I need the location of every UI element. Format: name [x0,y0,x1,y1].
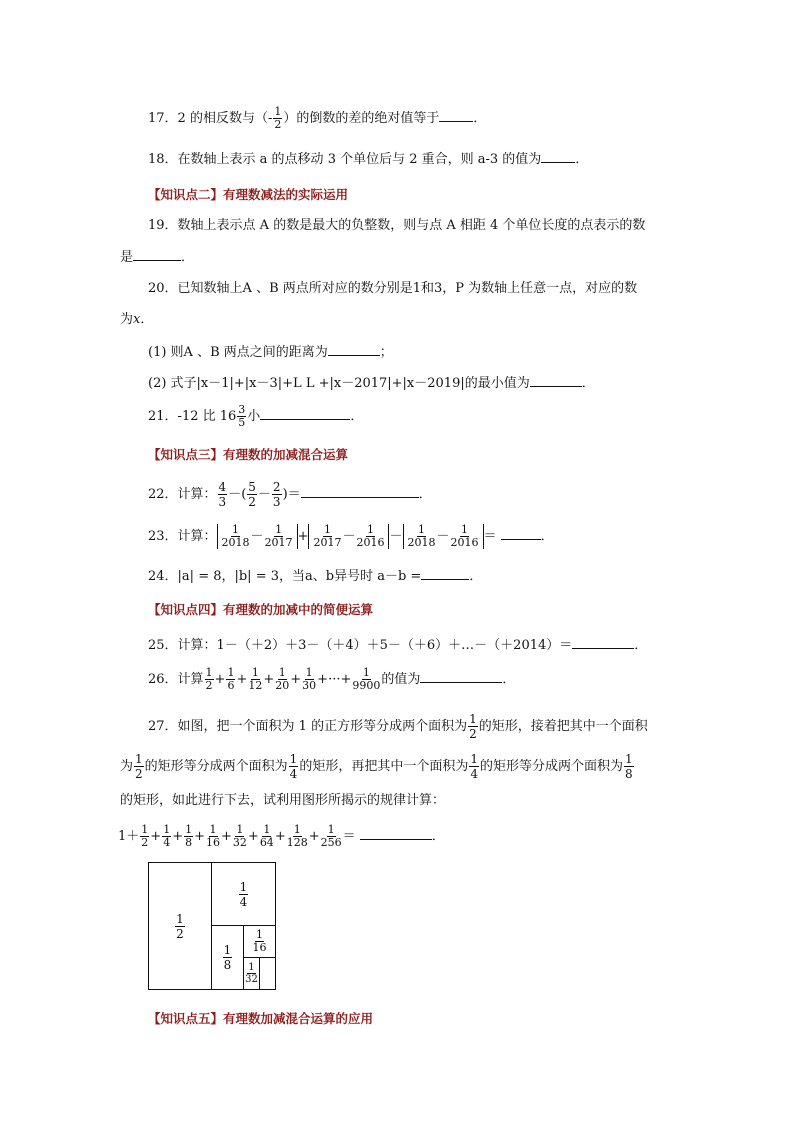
region-quarter: $\frac{1}{4}$ [212,863,275,926]
question-22: 22．计算： $\frac{4}{3}$ －( $\frac{5}{2}$ － $\frac{2}{3}$ )＝ ． [148,480,432,509]
answer-blank[interactable] [530,373,582,387]
section-heading-3: 【知识点三】有理数的加减混合运算 [148,447,349,462]
question-20-part2: (2) 式子|x－1|+|x－3|+L L +|x－2017|+|x－2019|的最小值为 ． [148,373,595,393]
fraction: $\frac{1}{16}$ [206,823,220,849]
section-heading-5: 【知识点五】有理数加减混合运算的应用 [148,1011,374,1026]
absolute-value: $\frac{1}{2018}$ － $\frac{1}{2017}$ [217,524,298,549]
fraction: $\frac{1}{2}$ [141,823,149,849]
region-eighth: $\frac{1}{8}$ [212,926,244,989]
answer-blank[interactable] [360,826,432,840]
fraction: $\frac{1}{4}$ [163,823,171,849]
answer-blank[interactable] [501,526,541,540]
question-20-line1: 20．已知数轴上A 、B 两点所对应的数分别是1和3，P 为数轴上任意一点，对应的数 [148,281,638,296]
question-27-line2: 为 $\frac{1}{2}$ 的矩形等分成两个面积为 $\frac{1}{4}$ 的矩形，再把其中一个面积为 $\frac{1}{4}$ 的矩形等分成两个面积为 $\frac{1}{8}$ [120,752,633,781]
fraction: $\frac{1}{128}$ [286,823,308,849]
fraction: $\frac{1}{256}$ [320,823,342,849]
fraction: $\frac{1}{20}$ [275,666,290,692]
fraction: $\frac{1}{6}$ [227,666,235,692]
fraction: $\frac{1}{2}$ [205,666,213,692]
section-heading-4: 【知识点四】有理数的加减中的简便运算 [148,602,374,617]
section-heading-2: 【知识点二】有理数减法的实际运用 [148,187,349,202]
answer-blank[interactable] [420,669,502,683]
answer-blank[interactable] [572,635,634,649]
question-27-line1: 27．如图，把一个面积为 1 的正方形等分成两个面积为 $\frac{1}{2}$ 的矩形，接着把其中一个面积 [148,712,648,741]
answer-blank[interactable] [541,149,575,163]
fraction: $\frac{1}{64}$ [259,823,274,849]
question-19-line2: 是 ． [120,247,194,267]
fraction: $\frac{1}{12}$ [248,666,263,692]
answer-blank[interactable] [133,247,181,261]
answer-blank[interactable] [421,566,469,580]
question-18: 18．在数轴上表示 a 的点移动 3 个单位后与 2 重合，则 a-3 的值为 ． [148,149,588,169]
question-24: 24．|a| = 8，|b| = 3，当a、b异号时 a－b = ． [148,566,482,586]
region-sixteenth: $\frac{1}{16}$ [244,926,275,958]
fraction: $\frac{1}{2}$ [274,105,282,131]
region-half: $\frac{1}{2}$ [149,863,212,989]
answer-blank[interactable] [328,342,380,356]
question-19-line1: 19．数轴上表示点 A 的数是最大的负整数，则与点 A 相距 4 个单位长度的点表示的数 [148,218,646,233]
question-21: 21．-12 比 16 $\frac{3}{5}$ 小 ． [148,403,364,429]
fraction: $\frac{3}{5}$ [238,403,246,429]
answer-blank[interactable] [260,406,350,420]
question-20-part1: (1) 则A 、B 两点之间的距离为 ； [148,342,393,362]
absolute-value: $\frac{1}{2017}$ － $\frac{1}{2016}$ [308,524,389,549]
question-27-line3: 的矩形，如此进行下去，试利用图形所揭示的规律计算： [120,793,446,808]
question-26: 26．计算 $\frac{1}{2}$ + $\frac{1}{6}$ + $\frac{1}{12}$ + $\frac{1}{20}$ + $\frac{1}{30}$ +···+ $\frac{1}{9900}$ 的值为 ． [148,666,516,692]
square-partition-figure [148,862,276,990]
absolute-value: $\frac{1}{2018}$ － $\frac{1}{2016}$ [403,524,484,549]
question-27-sum: 1＋ $\frac{1}{2}$ + $\frac{1}{4}$ + $\frac{1}{8}$ + $\frac{1}{16}$ + $\frac{1}{32}$ + $\frac{1}{64}$ + $\frac{1}{128}$ + $\frac{1}{256}$ ＝ ． [118,823,445,849]
fraction: $\frac{1}{30}$ [302,666,317,692]
fraction: $\frac{1}{32}$ [232,823,247,849]
question-20-line2: 为x． [120,312,154,327]
region-thirtysecond: $\frac{1}{32}$ [244,958,260,989]
question-23: 23．计算： $\frac{1}{2018}$ － $\frac{1}{2017}$ + $\frac{1}{2017}$ － $\frac{1}{2016}$ － $\frac{1}{2018}$ － $\frac{1}{2016}$ ＝ ． [148,523,554,549]
answer-blank[interactable] [439,108,473,122]
fraction: $\frac{1}{8}$ [185,823,193,849]
question-25: 25．计算：1－（＋2）＋3－（＋4）＋5－（＋6）＋…－（＋2014）＝ ． [148,635,647,655]
answer-blank[interactable] [301,484,419,498]
question-17: 17．2 的相反数与（- $\frac{1}{2}$ ）的倒数的差的绝对值等于 ． [148,105,487,131]
